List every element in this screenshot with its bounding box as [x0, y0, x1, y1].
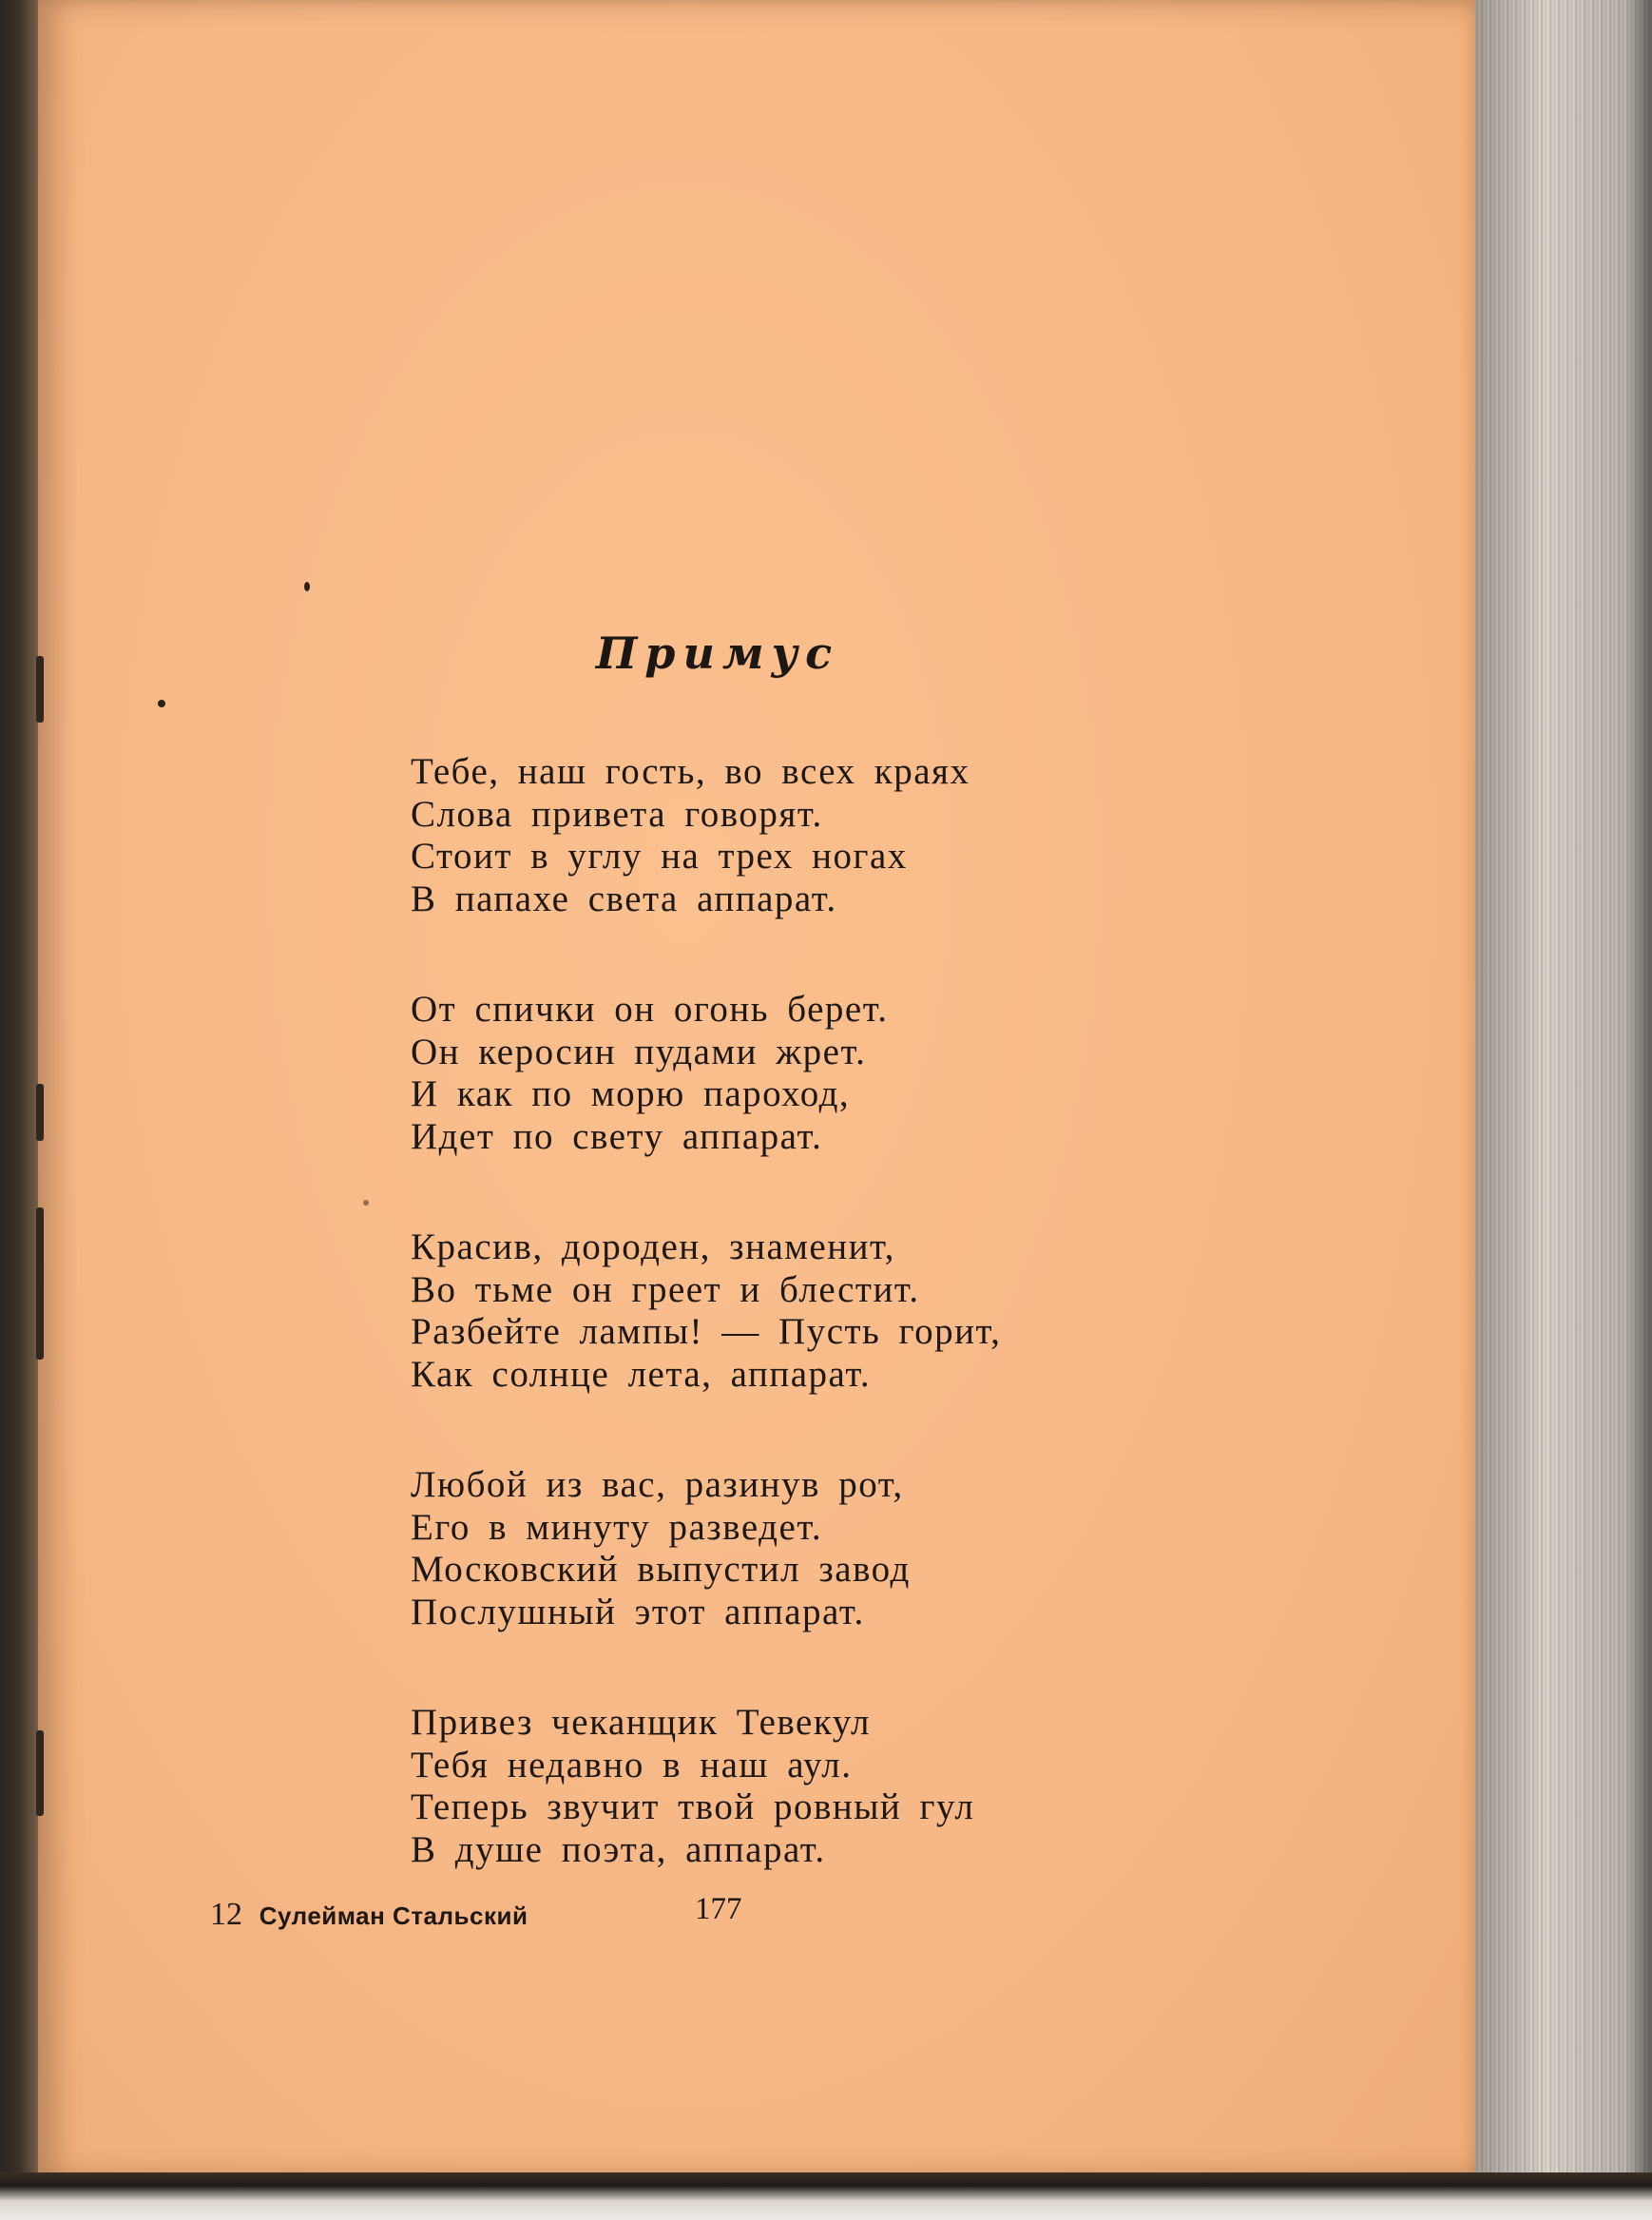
print-speck	[363, 1200, 369, 1206]
poem-line: Красив, дороден, знаменит,	[411, 1226, 895, 1267]
poem-line: Во тьме он греет и блестит.	[411, 1268, 920, 1310]
stanza	[411, 1464, 1190, 1633]
poem-line: Как солнце лета, аппарат.	[411, 1353, 872, 1395]
print-speck	[304, 582, 310, 591]
binding-stitch	[36, 1084, 44, 1141]
stanza	[411, 751, 1190, 920]
poem-body	[411, 751, 1190, 1940]
poem-line: Любой из вас, разинув рот,	[411, 1464, 904, 1505]
stanza	[411, 989, 1190, 1158]
poem-line: Разбейте лампы! — Пусть горит,	[411, 1311, 1002, 1352]
poem-line: Он керосин пудами жрет.	[411, 1031, 867, 1072]
poem-title: Примус	[595, 627, 840, 679]
print-speck	[158, 700, 165, 707]
signature-mark	[210, 1897, 528, 1933]
poem-line: Идет по свету аппарат.	[411, 1115, 823, 1157]
poem-line: Слова привета говорят.	[411, 793, 823, 835]
poem-line: В душе поэта, аппарат.	[411, 1828, 826, 1870]
poem-line: В папахе света аппарат.	[411, 878, 837, 919]
poem-line: Теперь звучит твой ровный гул	[411, 1786, 975, 1827]
poem-line: Московский выпустил завод	[411, 1549, 911, 1590]
poem-line: Стоит в углу на трех ногах	[411, 836, 908, 877]
page-number: 177	[695, 1892, 742, 1926]
page-bottom-edge	[0, 2172, 1652, 2220]
poem-line: Тебя недавно в наш аул.	[411, 1744, 853, 1786]
poem-line: Привез чеканщик Тевекул	[411, 1702, 872, 1743]
binding-stitch	[36, 1730, 44, 1816]
poem-line: И как по морю пароход,	[411, 1073, 851, 1114]
stanza	[411, 1226, 1190, 1396]
author-name: Сулейман Стальский	[259, 1901, 528, 1930]
poem-line: От спички он огонь берет.	[411, 989, 889, 1030]
poem-line: Его в минуту разведет.	[411, 1506, 823, 1548]
signature-number: 12	[210, 1897, 242, 1932]
poem-line: Тебе, наш гость, во всех краях	[411, 751, 970, 792]
poem-line: Послушный этот аппарат.	[411, 1591, 865, 1632]
binding-stitch	[36, 1207, 44, 1360]
stanza	[411, 1702, 1190, 1871]
